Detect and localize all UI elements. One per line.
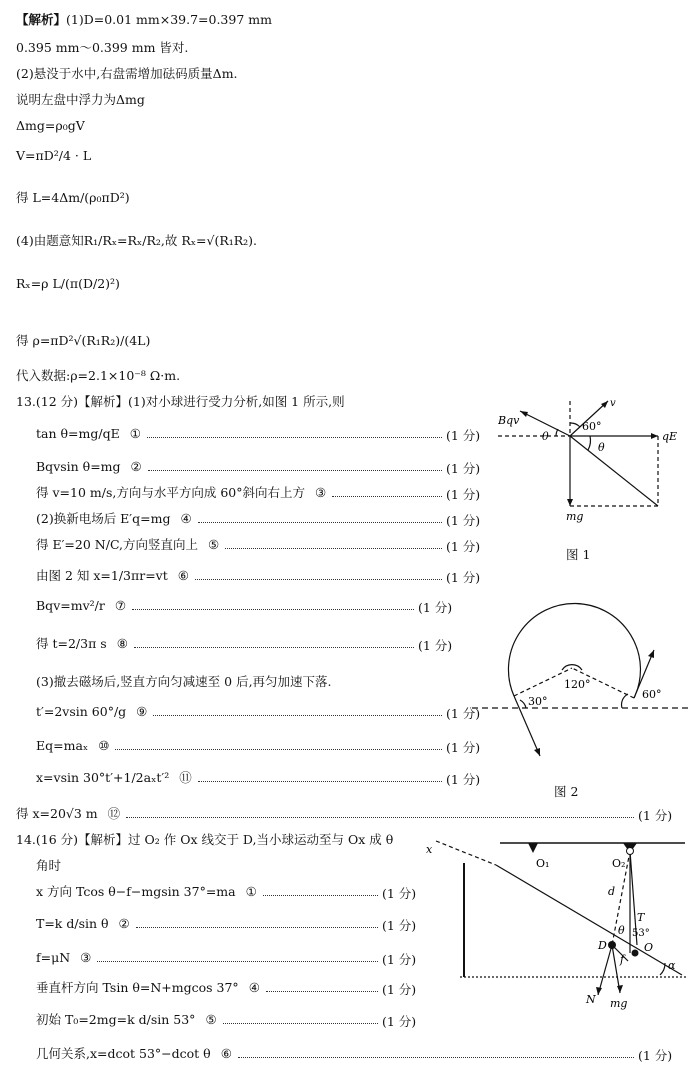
equation-text: Bqvsin θ=mg bbox=[36, 459, 121, 474]
force-diagram-figure-1 bbox=[498, 396, 688, 526]
x-axis-extension bbox=[436, 841, 496, 865]
solution-line-7: 得 L=4Δm/(ρ₀πD²) bbox=[16, 190, 130, 205]
q14-equation-row bbox=[36, 1046, 232, 1062]
score-label: (1 分) bbox=[382, 886, 417, 901]
score-label: (1 分) bbox=[418, 600, 453, 615]
leader-dots bbox=[266, 991, 378, 992]
score-label: (1 分) bbox=[446, 513, 481, 528]
score-label: (1 分) bbox=[382, 982, 417, 997]
equation-number: ⑤ bbox=[205, 1012, 217, 1027]
fig1-label-mg: mg bbox=[566, 510, 584, 523]
solution-line-2: 0.395 mm～0.399 mm 皆对. bbox=[16, 40, 189, 55]
score-label: (1 分) bbox=[382, 952, 417, 967]
leader-dots bbox=[132, 609, 414, 610]
solution-line-1 bbox=[16, 12, 272, 28]
solution-line-10: 得 ρ=πD²√(R₁R₂)/(4L) bbox=[16, 333, 151, 348]
equation-number: ⑪ bbox=[179, 770, 192, 785]
fig3-label-N: N bbox=[586, 993, 596, 1006]
equation-number: ⑨ bbox=[136, 704, 148, 719]
fig2-label-30: 30° bbox=[528, 695, 548, 708]
fig3-label-x: x bbox=[426, 843, 433, 856]
solution-text: (1)D=0.01 mm×39.7=0.397 mm bbox=[66, 12, 272, 27]
leader-dots bbox=[147, 437, 442, 438]
solution-line-4: 说明左盘中浮力为Δmg bbox=[16, 92, 145, 107]
equation-text: tan θ=mg/qE bbox=[36, 426, 120, 441]
equation-text: 得 v=10 m/s,方向与水平方向成 60°斜向右上方 bbox=[36, 485, 305, 500]
normal-force-arrow bbox=[598, 945, 612, 995]
equation-number: ⑤ bbox=[208, 537, 220, 552]
leader-dots bbox=[195, 579, 442, 580]
q13-equation-row bbox=[36, 636, 128, 652]
q13-equation-row bbox=[36, 738, 109, 754]
equation-text: 得 x=20√3 m bbox=[16, 806, 98, 821]
q13-header: 13.(12 分)【解析】(1)对小球进行受力分析,如图 1 所示,则 bbox=[16, 394, 345, 409]
q14-header-cont: 角时 bbox=[36, 858, 62, 873]
q14-equation-row bbox=[36, 884, 257, 900]
q13-equation-row bbox=[36, 459, 142, 475]
figure-1-caption: 图 1 bbox=[566, 547, 591, 562]
solution-line-8: (4)由题意知R₁/Rₓ=Rₓ/R₂,故 Rₓ=√(R₁R₂). bbox=[16, 233, 258, 248]
rod-ball-figure bbox=[420, 835, 688, 1015]
score-label: (1 分) bbox=[446, 740, 481, 755]
q13-equation-row bbox=[36, 485, 326, 501]
equation-text: 初始 T₀=2mg=k d/sin 53° bbox=[36, 1012, 196, 1027]
q13-equation-row bbox=[16, 806, 120, 822]
resultant-line bbox=[570, 436, 658, 506]
q13-equation-row bbox=[36, 426, 141, 442]
figure-2-caption: 图 2 bbox=[554, 784, 579, 799]
leader-dots bbox=[263, 895, 378, 896]
equation-text: x=vsin 30°t′+1/2aₓt′² bbox=[36, 770, 170, 785]
equation-text: Bqv=mv²/r bbox=[36, 598, 105, 613]
fig1-label-bqv: Bqv bbox=[498, 414, 520, 427]
fig3-label-theta: θ bbox=[618, 924, 625, 937]
fig2-label-60: 60° bbox=[642, 688, 662, 701]
solution-line-11: 代入数据:ρ=2.1×10⁻⁸ Ω·m. bbox=[16, 368, 181, 383]
fig1-label-theta-left: θ bbox=[542, 430, 549, 443]
equation-number: ⑧ bbox=[116, 636, 128, 651]
q14-equation-row bbox=[36, 950, 91, 966]
leader-dots bbox=[126, 817, 634, 818]
equation-number: ⑥ bbox=[177, 568, 189, 583]
score-label: (1 分) bbox=[382, 918, 417, 933]
equation-text: 由图 2 知 x=1/3πr=vt bbox=[36, 568, 168, 583]
equation-text: 得 t=2/3π s bbox=[36, 636, 107, 651]
leader-dots bbox=[115, 749, 442, 750]
q14-header: 14.(16 分)【解析】过 O₂ 作 Ox 线交于 D,当小球运动至与 Ox 成 θ bbox=[16, 832, 394, 847]
fig3-label-53: 53° bbox=[632, 928, 650, 939]
leader-dots bbox=[223, 1023, 378, 1024]
fig3-label-O: O bbox=[644, 941, 654, 954]
score-label: (1 分) bbox=[446, 487, 481, 502]
leader-dots bbox=[198, 781, 442, 782]
trajectory-figure-2 bbox=[472, 588, 690, 764]
leader-dots bbox=[332, 496, 442, 497]
equation-text: 垂直杆方向 Tsin θ=N+mgcos 37° bbox=[36, 980, 239, 995]
equation-number: ④ bbox=[180, 511, 192, 526]
q13-equation-row bbox=[36, 598, 126, 614]
fig1-label-theta-right: θ bbox=[598, 441, 605, 454]
q14-equation-row bbox=[36, 1012, 217, 1028]
equation-number: ⑦ bbox=[114, 598, 127, 613]
solution-line-3: (2)悬没于水中,右盘需增加砝码质量Δm. bbox=[16, 66, 238, 81]
ball-O bbox=[632, 950, 639, 957]
equation-number: ④ bbox=[248, 980, 260, 995]
equation-text: t′=2vsin 60°/g bbox=[36, 704, 127, 719]
score-label: (1 分) bbox=[446, 461, 481, 476]
leader-dots bbox=[148, 470, 442, 471]
fig3-label-o1: O₁ bbox=[536, 857, 550, 870]
equation-text: (2)换新电场后 E′q=mg bbox=[36, 511, 171, 526]
equation-text: 几何关系,x=dcot 53°−dcot θ bbox=[36, 1046, 211, 1061]
leader-dots bbox=[198, 522, 442, 523]
q14-equation-row bbox=[36, 980, 260, 996]
ball-D bbox=[608, 941, 616, 949]
q13-equation-row bbox=[36, 704, 147, 720]
equation-number: ① bbox=[129, 426, 141, 441]
equation-text: Eq=maₓ bbox=[36, 738, 89, 753]
leader-dots bbox=[97, 961, 378, 962]
solution-line-9: Rₓ=ρ L/(π(D/2)²) bbox=[16, 276, 120, 291]
equation-number: ② bbox=[130, 459, 142, 474]
score-label: (1 分) bbox=[382, 1014, 417, 1029]
score-label: (1 分) bbox=[446, 772, 481, 787]
score-label: (1 分) bbox=[446, 706, 481, 721]
equation-text: f=μN bbox=[36, 950, 71, 965]
inclined-rod bbox=[496, 865, 682, 975]
analysis-label: 【解析】 bbox=[16, 12, 67, 27]
equation-number: ② bbox=[118, 916, 130, 931]
leader-dots bbox=[153, 715, 442, 716]
q13-equation-row bbox=[36, 537, 219, 553]
fig2-label-120: 120° bbox=[564, 678, 591, 691]
leader-dots bbox=[134, 647, 414, 648]
score-label: (1 分) bbox=[446, 539, 481, 554]
fig1-label-60: 60° bbox=[582, 420, 602, 433]
score-label: (1 分) bbox=[418, 638, 453, 653]
equation-text: 得 E′=20 N/C,方向竖直向上 bbox=[36, 537, 199, 552]
equation-text: T=k d/sin θ bbox=[36, 916, 109, 931]
fig3-label-o2: O₂ bbox=[612, 857, 626, 870]
score-label: (1 分) bbox=[446, 570, 481, 585]
fig3-label-t: T bbox=[637, 911, 645, 924]
leader-dots bbox=[136, 927, 378, 928]
fig3-label-D: D bbox=[598, 939, 607, 952]
q14-equation-row bbox=[36, 916, 130, 932]
equation-number: ① bbox=[245, 884, 257, 899]
equation-number: ③ bbox=[314, 485, 327, 500]
equation-number: ⑩ bbox=[98, 738, 110, 753]
q13-part3: (3)撤去磁场后,竖直方向匀减速至 0 后,再匀加速下落. bbox=[36, 674, 332, 689]
leader-dots bbox=[238, 1057, 634, 1058]
fig3-label-d: d bbox=[608, 885, 616, 898]
fig3-label-f: f bbox=[620, 953, 625, 966]
q13-equation-row bbox=[36, 568, 189, 584]
leader-dots bbox=[225, 548, 442, 549]
solution-line-5: Δmg=ρ₀gV bbox=[16, 118, 85, 133]
score-label: (1 分) bbox=[638, 1048, 673, 1063]
equation-number: ③ bbox=[80, 950, 92, 965]
equation-number: ⑫ bbox=[107, 806, 121, 821]
fig1-label-v: v bbox=[610, 398, 616, 409]
fig3-label-mg: mg bbox=[610, 997, 628, 1010]
solution-line-6: V=πD²/4 · L bbox=[16, 148, 92, 163]
score-label: (1 分) bbox=[446, 428, 481, 443]
score-label: (1 分) bbox=[638, 808, 673, 823]
equation-number: ⑥ bbox=[220, 1046, 232, 1061]
fig1-label-qe: qE bbox=[662, 430, 678, 443]
q13-equation-row bbox=[36, 511, 192, 527]
q13-equation-row bbox=[36, 770, 192, 786]
fig3-label-alpha: α bbox=[668, 959, 676, 972]
equation-text: x 方向 Tcos θ−f−mgsin 37°=ma bbox=[36, 884, 236, 899]
